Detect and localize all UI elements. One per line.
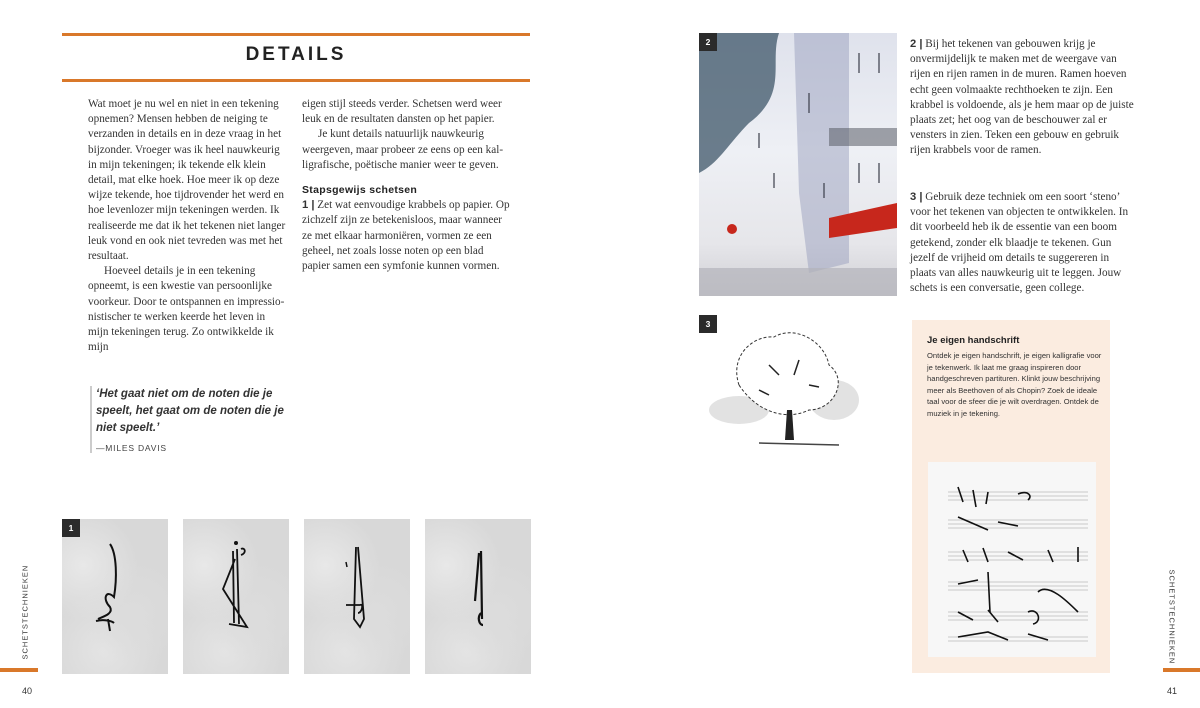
quote-author: —MILES DAVIS bbox=[96, 443, 167, 453]
sidebar-text: Ontdek je eigen handschrift, je eigen kalligrafie voor je tekenwerk. Ik laat me graag inspireren door handgeschreven partituren. Klinkt jouw beschrijving meer als Beethoven of als Chopin? Zoek de ideale taal voor de sfeer die je wilt overdragen. Ontdek de muziek in je tekening. bbox=[927, 351, 1102, 418]
figure-badge-3: 3 bbox=[699, 315, 717, 333]
scribble-drawing bbox=[425, 519, 531, 674]
body-column-2 bbox=[302, 97, 512, 274]
title-top-rule bbox=[62, 33, 530, 36]
page-marker-rule bbox=[0, 668, 38, 672]
body-column-1 bbox=[88, 97, 288, 355]
scribble-drawing bbox=[62, 519, 168, 674]
step-text: Zet wat eenvoudige krabbels op papier. Op zichzelf zijn ze betekenisloos, maar wanneer ze met elkaar harmoniëren, vormen ze een geheel, net zoals losse noten op een blad papier samen een symfonie kunnen vormen. bbox=[302, 199, 510, 273]
step-3-paragraph bbox=[910, 190, 1135, 296]
quote-text: ‘Het gaat niet om de noten die je speelt, het gaat om de noten die je niet speelt.’ bbox=[96, 388, 284, 434]
step-number: 2 | bbox=[910, 38, 923, 50]
page-marker-rule bbox=[1163, 668, 1200, 672]
paragraph: Je kunt details natuurlijk nauwkeurig weergeven, maar probeer ze eens op een kal-ligrafische, poëtische manier weer te geven. bbox=[302, 128, 504, 171]
scribble-image-4 bbox=[425, 519, 531, 674]
music-score-image bbox=[928, 462, 1096, 657]
paragraph: Hoeveel details je in een tekening opneemt, is een kwestie van persoonlijke voorkeur. Door te ontspannen en impressio-nistischer te werken keerde het leven in mijn tekeningen terug. Zo ontwikkelde ik mijn bbox=[88, 265, 285, 354]
figure-badge-2: 2 bbox=[699, 33, 717, 51]
running-section-label: SCHETSTECHNIEKEN bbox=[20, 564, 30, 660]
step-2-paragraph bbox=[910, 37, 1135, 159]
handwritten-score bbox=[928, 462, 1096, 657]
scribble-drawing bbox=[304, 519, 410, 674]
step-text: Gebruik deze techniek om een soort ‘steno’ voor het tekenen van objecten te ontwikkelen. In dit voorbeeld heb ik de essentie van een boom getekend, zonder elk blaadje te tekenen. Gun jezelf de vrijheid om details te suggereren in plaats van alles nauwkeurig uit te leggen. Jouw schets is een conversatie, geen college. bbox=[910, 191, 1129, 295]
step-number: 1 | bbox=[302, 199, 315, 212]
tree-sketch-image bbox=[699, 315, 859, 453]
pull-quote bbox=[90, 386, 296, 453]
running-section-label: SCHETSTECHNIEKEN bbox=[1167, 569, 1177, 665]
scribble-image-1 bbox=[62, 519, 168, 674]
page-number: 40 bbox=[22, 686, 33, 696]
watercolor-painting bbox=[699, 33, 897, 296]
tree-drawing bbox=[699, 315, 859, 453]
figure-badge-1: 1 bbox=[62, 519, 80, 537]
step-1-paragraph bbox=[302, 198, 512, 274]
paragraph: eigen stijl steeds verder. Schetsen werd weer leuk en de resultaten dansten op het papier. bbox=[302, 98, 502, 126]
section-subheading: Stapsgewijs schetsen bbox=[302, 184, 418, 197]
scribble-image-2 bbox=[183, 519, 289, 674]
page-number: 41 bbox=[1167, 686, 1178, 696]
step-text: Bij het tekenen van gebouwen krijg je onvermijdelijk te maken met de weergave van rijen en rijen ramen in de muren. Ramen hoeven echt geen volmaakte rechthoeken te zijn. Een krabbel is voldoende, als je hem maar op de juiste plaats zet; het oog van de beschouwer zal er vensters in zien. Teken een gebouw en gebruik rijen krabbels voor de ramen. bbox=[910, 38, 1134, 157]
page-title: DETAILS bbox=[245, 44, 347, 65]
title-bottom-rule bbox=[62, 79, 530, 82]
paragraph: Wat moet je nu wel en niet in een tekening opnemen? Mensen hebben de neiging te verzanden in details en in deze vraag in het bijzonder. Vroeger was ik heel nauwkeurig in mijn tekeningen; ik tekende elk klein detail, mat elke hoek. Hoe meer ik op deze wijze tekende, hoe tijdrovender het werd en hoe levenlozer mijn tekeningen werden. Ik realiseerde me dat ik het tekenen niet langer leuk vond en ook niet tevreden was met het resultaat. bbox=[88, 98, 286, 263]
scribble-image-3 bbox=[304, 519, 410, 674]
watercolor-street-image bbox=[699, 33, 897, 296]
step-number: 3 | bbox=[910, 191, 923, 203]
sidebar-title: Je eigen handschrift bbox=[927, 335, 1020, 346]
scribble-drawing bbox=[183, 519, 289, 674]
